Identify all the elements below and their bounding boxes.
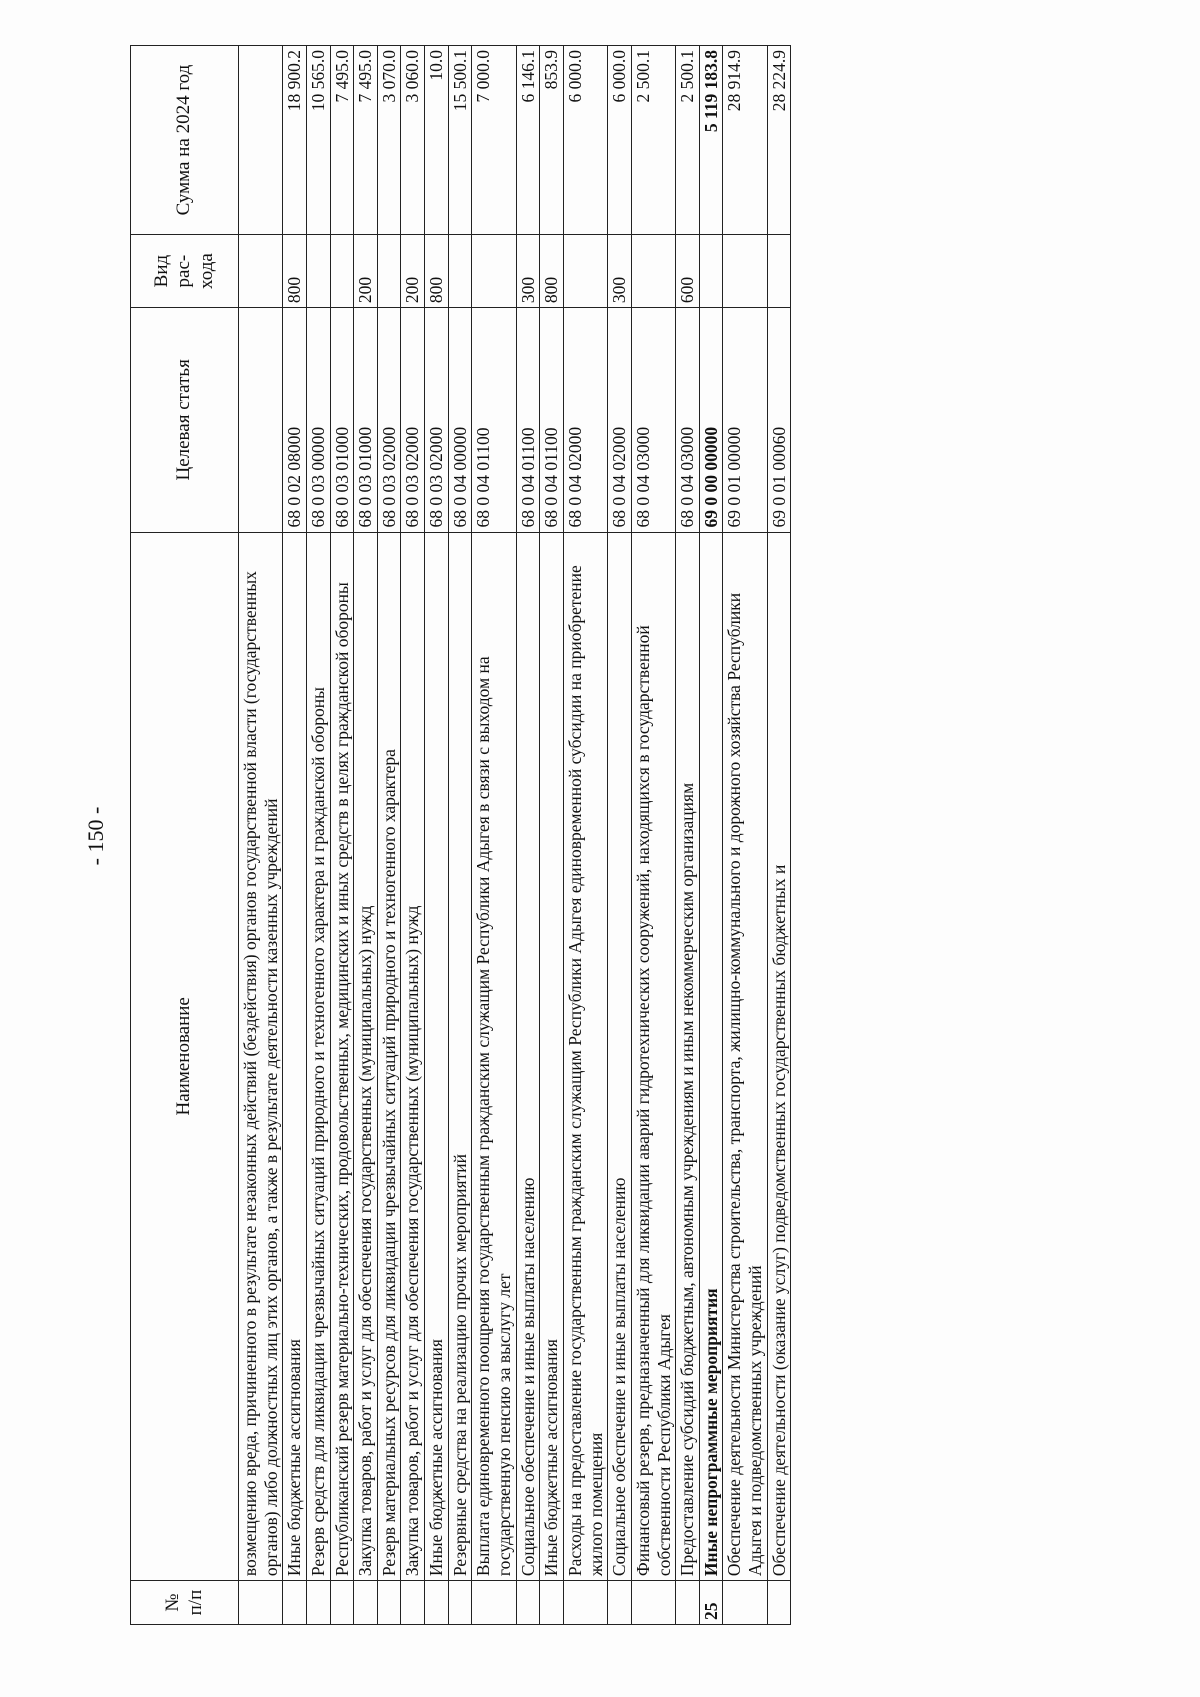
row-sum-cell: 6 000.0 (608, 46, 632, 235)
row-target-cell: 69 0 00 00000 (699, 308, 723, 532)
row-target-cell: 68 0 02 08000 (283, 308, 307, 532)
row-num-cell (540, 1581, 564, 1625)
page-number: - 150 - (83, 806, 108, 866)
row-name-cell: возмещению вреда, причиненного в результате незаконных действий (бездействия) органов государственной власти (государственных органов) либо должностных лиц этих органов, а также в результате деятельности казенных учреждений (239, 532, 283, 1581)
row-target-cell: 68 0 03 02000 (401, 308, 425, 532)
table-header-row (131, 46, 239, 1625)
row-name-cell: Расходы на предоставление государственным гражданским служащим Республики Адыгея единовременной субсидии на приобретение жилого помещения (563, 532, 607, 1581)
row-kind-cell: 200 (401, 235, 425, 308)
row-name-cell: Резерв материальных ресурсов для ликвидации чрезвычайных ситуаций природного и техногенного характера (377, 532, 401, 1581)
row-kind-cell (723, 235, 767, 308)
row-name-cell: Иные непрограммные мероприятия (699, 532, 723, 1581)
table-row (631, 46, 675, 1625)
row-target-cell: 69 0 01 00000 (723, 308, 767, 532)
header-sum: Сумма на 2024 год (131, 46, 239, 235)
table-row (676, 46, 700, 1625)
table-row (723, 46, 767, 1625)
table-body (239, 46, 791, 1625)
row-name-cell: Предоставление субсидий бюджетным, автономным учреждениям и иным некоммерческим организациям (676, 532, 700, 1581)
table-row (516, 46, 540, 1625)
row-num-cell (425, 1581, 449, 1625)
row-num-cell: 25 (699, 1581, 723, 1625)
row-sum-cell: 28 914.9 (723, 46, 767, 235)
row-sum-cell: 5 119 183.8 (699, 46, 723, 235)
row-name-cell: Обеспечение деятельности (оказание услуг) подведомственных государственных бюджетных и (767, 532, 791, 1581)
row-name-cell: Республиканский резерв материально-технических, продовольственных, медицинских и иных средств в целях гражданской обороны (330, 532, 354, 1581)
row-sum-cell: 7 000.0 (472, 46, 516, 235)
table-row (354, 46, 378, 1625)
row-target-cell: 68 0 03 02000 (377, 308, 401, 532)
row-sum-cell: 853.9 (540, 46, 564, 235)
row-num-cell (472, 1581, 516, 1625)
table-row (306, 46, 330, 1625)
row-num-cell (330, 1581, 354, 1625)
row-name-cell: Социальное обеспечение и иные выплаты населению (516, 532, 540, 1581)
row-num-cell (283, 1581, 307, 1625)
header-num: № п/п (131, 1581, 239, 1625)
table-row (283, 46, 307, 1625)
row-target-cell: 68 0 03 00000 (306, 308, 330, 532)
row-target-cell: 68 0 03 01000 (354, 308, 378, 532)
row-name-cell: Выплата единовременного поощрения государственным гражданским служащим Республики Адыгея в связи с выходом на государственную пенсию за выслугу лет (472, 532, 516, 1581)
row-kind-cell (448, 235, 472, 308)
row-kind-cell (377, 235, 401, 308)
row-target-cell: 69 0 01 00060 (767, 308, 791, 532)
table-row (425, 46, 449, 1625)
row-target-cell: 68 0 03 02000 (425, 308, 449, 532)
row-name-cell: Закупка товаров, работ и услуг для обеспечения государственных (муниципальных) нужд (354, 532, 378, 1581)
table-row (608, 46, 632, 1625)
row-sum-cell (239, 46, 283, 235)
row-num-cell (354, 1581, 378, 1625)
row-name-cell: Финансовый резерв, предназначенный для ликвидации аварий гидротехнических сооружений, находящихся в государственной собственности Республики Адыгея (631, 532, 675, 1581)
row-kind-cell (767, 235, 791, 308)
row-sum-cell: 2 500.1 (676, 46, 700, 235)
header-target: Целевая статья (131, 308, 239, 532)
row-name-cell: Иные бюджетные ассигнования (540, 532, 564, 1581)
row-target-cell: 68 0 04 02000 (608, 308, 632, 532)
row-kind-cell: 200 (354, 235, 378, 308)
row-num-cell (377, 1581, 401, 1625)
table-row (540, 46, 564, 1625)
row-sum-cell: 7 495.0 (354, 46, 378, 235)
row-target-cell: 68 0 04 03000 (631, 308, 675, 532)
row-num-cell (723, 1581, 767, 1625)
row-num-cell (306, 1581, 330, 1625)
row-kind-cell: 800 (540, 235, 564, 308)
header-name: Наименование (131, 532, 239, 1581)
row-num-cell (676, 1581, 700, 1625)
row-name-cell: Иные бюджетные ассигнования (425, 532, 449, 1581)
table-row (448, 46, 472, 1625)
table-row (563, 46, 607, 1625)
row-sum-cell: 3 070.0 (377, 46, 401, 235)
row-target-cell: 68 0 04 01100 (540, 308, 564, 532)
row-target-cell: 68 0 04 01100 (516, 308, 540, 532)
row-num-cell (239, 1581, 283, 1625)
row-sum-cell: 6 146.1 (516, 46, 540, 235)
table-row (472, 46, 516, 1625)
row-kind-cell (563, 235, 607, 308)
row-kind-cell: 800 (425, 235, 449, 308)
row-num-cell (608, 1581, 632, 1625)
row-kind-cell: 300 (608, 235, 632, 308)
row-sum-cell: 10 565.0 (306, 46, 330, 235)
row-sum-cell: 3 060.0 (401, 46, 425, 235)
row-kind-cell (330, 235, 354, 308)
row-num-cell (448, 1581, 472, 1625)
table-row (767, 46, 791, 1625)
row-sum-cell: 28 224.9 (767, 46, 791, 235)
row-num-cell (767, 1581, 791, 1625)
row-sum-cell: 15 500.1 (448, 46, 472, 235)
row-kind-cell (239, 235, 283, 308)
row-target-cell (239, 308, 283, 532)
rotated-table-container (130, 45, 1105, 1625)
row-sum-cell: 18 900.2 (283, 46, 307, 235)
row-num-cell (631, 1581, 675, 1625)
row-num-cell (401, 1581, 425, 1625)
budget-table (130, 45, 791, 1625)
table-row (330, 46, 354, 1625)
row-kind-cell (699, 235, 723, 308)
header-kind: Вид рас-хода (131, 235, 239, 308)
row-name-cell: Резерв средств для ликвидации чрезвычайных ситуаций природного и техногенного характера и гражданской обороны (306, 532, 330, 1581)
row-kind-cell: 300 (516, 235, 540, 308)
row-name-cell: Социальное обеспечение и иные выплаты населению (608, 532, 632, 1581)
row-target-cell: 68 0 04 03000 (676, 308, 700, 532)
row-name-cell: Иные бюджетные ассигнования (283, 532, 307, 1581)
row-kind-cell: 600 (676, 235, 700, 308)
row-kind-cell: 800 (283, 235, 307, 308)
row-sum-cell: 10.0 (425, 46, 449, 235)
row-sum-cell: 2 500.1 (631, 46, 675, 235)
table-row (377, 46, 401, 1625)
row-name-cell: Резервные средства на реализацию прочих мероприятий (448, 532, 472, 1581)
row-sum-cell: 7 495.0 (330, 46, 354, 235)
row-name-cell: Обеспечение деятельности Министерства строительства, транспорта, жилищно-коммунального и дорожного хозяйства Республики Адыгея и подведомственных учреждений (723, 532, 767, 1581)
row-name-cell: Закупка товаров, работ и услуг для обеспечения государственных (муниципальных) нужд (401, 532, 425, 1581)
table-row (699, 46, 723, 1625)
row-sum-cell: 6 000.0 (563, 46, 607, 235)
row-target-cell: 68 0 04 00000 (448, 308, 472, 532)
row-kind-cell (631, 235, 675, 308)
row-kind-cell (306, 235, 330, 308)
row-num-cell (563, 1581, 607, 1625)
row-kind-cell (472, 235, 516, 308)
table-row (401, 46, 425, 1625)
row-target-cell: 68 0 04 01100 (472, 308, 516, 532)
row-target-cell: 68 0 03 01000 (330, 308, 354, 532)
row-num-cell (516, 1581, 540, 1625)
row-target-cell: 68 0 04 02000 (563, 308, 607, 532)
table-row (239, 46, 283, 1625)
